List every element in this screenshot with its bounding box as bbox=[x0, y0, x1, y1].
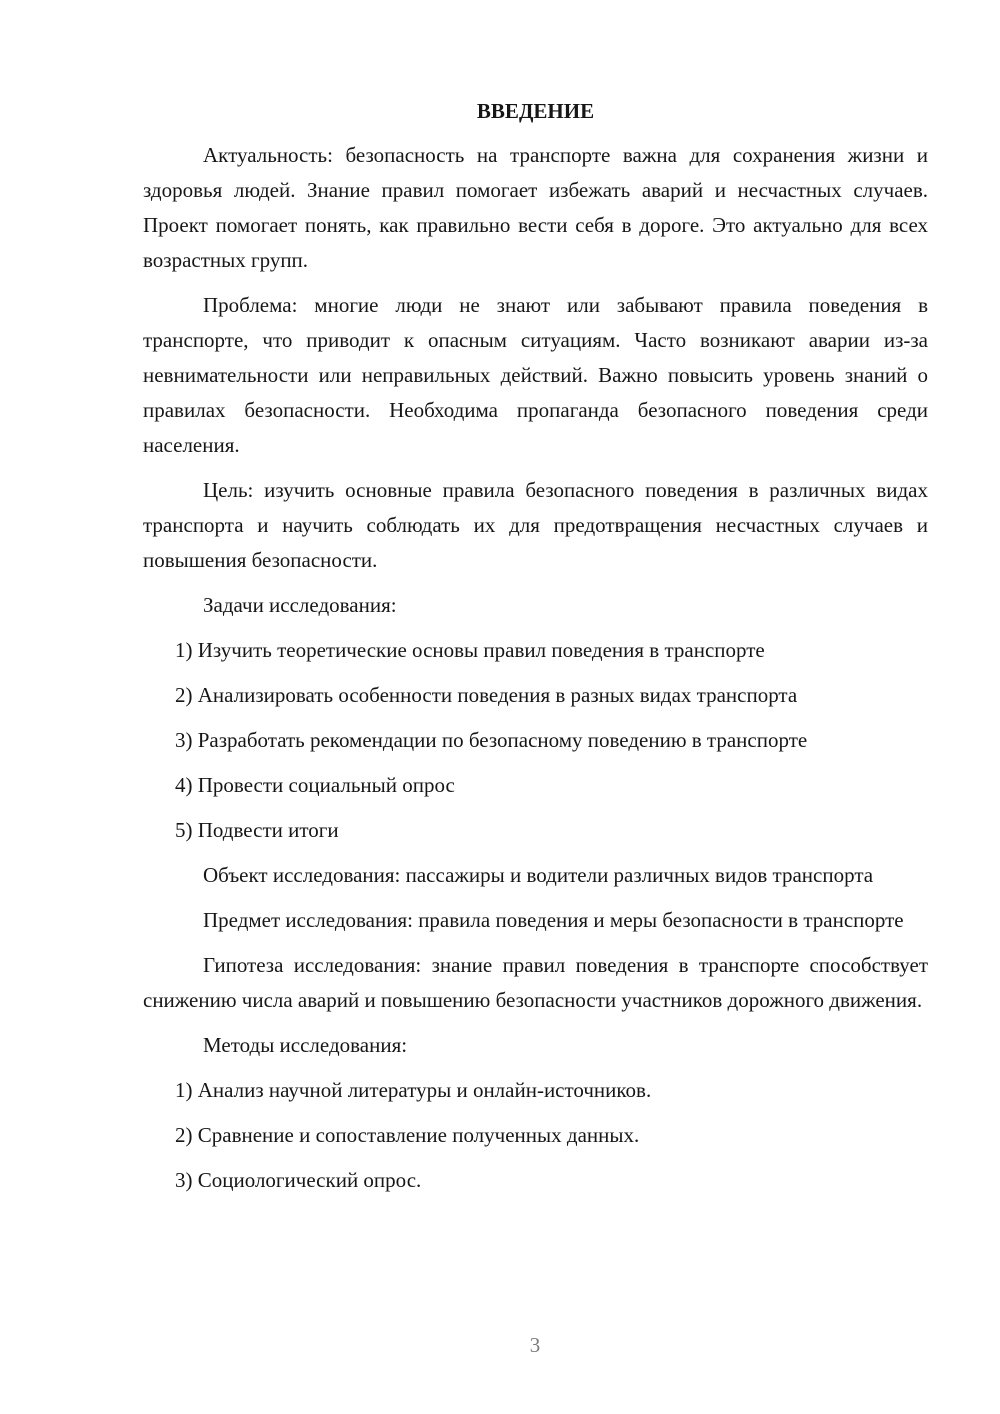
method-item: 1) Анализ научной литературы и онлайн-источников. bbox=[175, 1078, 652, 1102]
problem-paragraph: Проблема: многие люди не знают или забывают правила поведения в транспорте, что приводит к опасным ситуациям. Часто возникают аварии из-за невнимательности или неправильных действий. Важно повысить уровень знаний о правилах безопасности. Необходима пропаганда безопасного поведения среди населения. bbox=[143, 293, 928, 457]
page-content bbox=[143, 96, 928, 1208]
task-item: 3) Разработать рекомендации по безопасному поведению в транспорте bbox=[175, 728, 808, 752]
methods-heading: Методы исследования: bbox=[203, 1033, 408, 1057]
subject-paragraph: Предмет исследования: правила поведения и меры безопасности в транспорте bbox=[203, 908, 904, 932]
hypothesis-paragraph: Гипотеза исследования: знание правил поведения в транспорте способствует снижению числа аварий и повышению безопасности участников дорожного движения. bbox=[143, 953, 928, 1012]
tasks-list bbox=[143, 633, 928, 848]
method-item: 3) Социологический опрос. bbox=[175, 1168, 422, 1192]
tasks-heading: Задачи исследования: bbox=[203, 593, 397, 617]
relevance-paragraph: Актуальность: безопасность на транспорте важна для сохранения жизни и здоровья людей. Знание правил помогает избежать аварий и несчастных случаев. Проект помогает понять, как правильно вести себя в дороге. Это актуально для всех возрастных групп. bbox=[143, 143, 928, 272]
goal-paragraph: Цель: изучить основные правила безопасного поведения в различных видах транспорта и научить соблюдать их для предотвращения несчастных случаев и повышения безопасности. bbox=[143, 478, 928, 572]
task-item: 5) Подвести итоги bbox=[175, 818, 339, 842]
task-item: 2) Анализировать особенности поведения в разных видах транспорта bbox=[175, 683, 798, 707]
task-item: 4) Провести социальный опрос bbox=[175, 773, 455, 797]
method-item: 2) Сравнение и сопоставление полученных данных. bbox=[175, 1123, 640, 1147]
object-paragraph: Объект исследования: пассажиры и водители различных видов транспорта bbox=[203, 863, 874, 887]
page-title: ВВЕДЕНИЕ bbox=[476, 99, 595, 123]
task-item: 1) Изучить теоретические основы правил поведения в транспорте bbox=[175, 638, 765, 662]
page-number: 3 bbox=[529, 1333, 541, 1357]
methods-list bbox=[143, 1073, 928, 1198]
